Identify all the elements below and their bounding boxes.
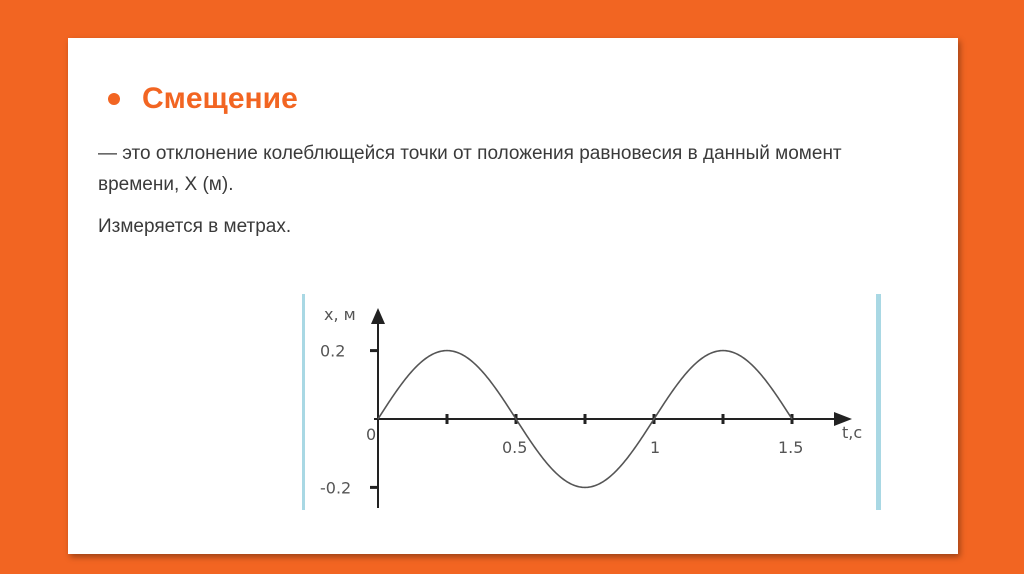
bullet-icon — [108, 93, 120, 105]
unit-note: Измеряется в метрах. — [98, 216, 292, 237]
x-axis-label: t,c — [842, 423, 863, 442]
y-axis-label: x, м — [324, 305, 356, 324]
graph-frame-left — [302, 294, 305, 510]
y-axis-arrow-icon — [371, 308, 385, 324]
heading-row — [108, 82, 298, 116]
origin-label: 0 — [366, 425, 377, 444]
x-tick-label: 0.5 — [502, 438, 528, 457]
y-tick-label: -0.2 — [320, 478, 352, 498]
graph-svg — [302, 294, 882, 510]
slide-heading: Смещение — [142, 82, 298, 115]
definition-text: — это отклонение колеблющейся точки от положения равновесия в данный момент времени, Х (м). — [98, 143, 842, 195]
graph-frame-right — [876, 294, 881, 510]
slide — [68, 38, 958, 554]
x-tick-label: 1.5 — [778, 438, 804, 457]
x-tick-label: 1 — [650, 438, 661, 457]
y-tick-label: 0.2 — [320, 341, 346, 361]
displacement-graph — [302, 294, 882, 510]
